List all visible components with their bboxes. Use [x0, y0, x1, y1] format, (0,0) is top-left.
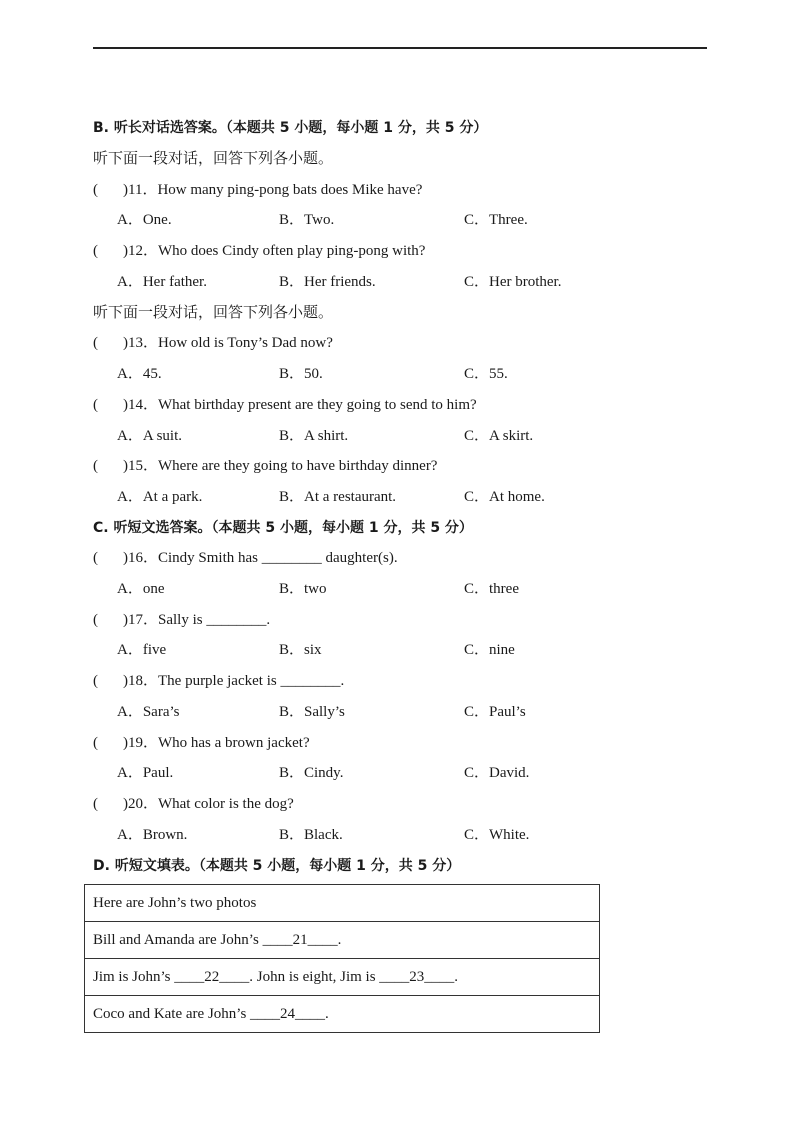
- option-b[interactable]: B．Her friends.: [279, 274, 376, 290]
- option-a[interactable]: A．A suit.: [117, 428, 183, 444]
- option-a[interactable]: A．One.: [117, 212, 172, 228]
- option-b[interactable]: B．Black.: [279, 827, 343, 843]
- option-b[interactable]: B．Sally’s: [279, 704, 345, 720]
- option-c[interactable]: C．three: [464, 581, 519, 597]
- answer-paren[interactable]: (: [93, 182, 98, 198]
- fill-in-table: [84, 884, 600, 1033]
- table-cell: [85, 959, 600, 996]
- option-a[interactable]: A．Sara’s: [117, 704, 180, 720]
- answer-paren[interactable]: (: [93, 735, 98, 751]
- option-c[interactable]: C．At home.: [464, 489, 545, 505]
- table-cell: [85, 996, 600, 1033]
- option-b[interactable]: B．Cindy.: [279, 765, 344, 781]
- question-12: [93, 241, 425, 261]
- question-text: )13．How old is Tony’s Dad now?: [123, 335, 333, 351]
- option-a[interactable]: A．Her father.: [117, 274, 207, 290]
- option-b[interactable]: B．Two.: [279, 212, 335, 228]
- blank-23[interactable]: ____23____: [379, 968, 455, 985]
- option-c[interactable]: C．Three.: [464, 212, 528, 228]
- question-20: [93, 794, 294, 814]
- top-rule: [93, 47, 707, 49]
- option-c[interactable]: C．55.: [464, 366, 508, 382]
- answer-paren[interactable]: (: [93, 550, 98, 566]
- cell-text: . John is eight, Jim is: [249, 968, 380, 985]
- section-d-title: D. 听短文填表。（本题共 5 小题，每小题 1 分，共 5 分）: [93, 858, 461, 874]
- option-c[interactable]: C．nine: [464, 642, 515, 658]
- blank-21[interactable]: ____21____: [262, 931, 338, 948]
- question-text: )16．Cindy Smith has ________ daughter(s).: [123, 550, 398, 566]
- question-text: )18．The purple jacket is ________.: [123, 673, 345, 689]
- option-a[interactable]: A．one: [117, 581, 165, 597]
- answer-paren[interactable]: (: [93, 458, 98, 474]
- cell-text: Jim is John’s: [93, 968, 175, 985]
- cell-text: Bill and Amanda are John’s: [93, 931, 263, 948]
- blank-24[interactable]: ____24____: [250, 1005, 326, 1022]
- table-row: [85, 996, 600, 1033]
- cell-text: .: [454, 968, 459, 985]
- question-text: )17．Sally is ________.: [123, 612, 271, 628]
- question-19: [93, 733, 310, 753]
- cell-text: .: [337, 931, 342, 948]
- option-a[interactable]: A．five: [117, 642, 167, 658]
- question-text: )11．How many ping-pong bats does Mike have?: [123, 182, 423, 198]
- answer-paren[interactable]: (: [93, 335, 98, 351]
- question-11: [93, 180, 422, 200]
- question-text: )15．Where are they going to have birthday dinner?: [123, 458, 438, 474]
- question-text: )19．Who has a brown jacket?: [123, 735, 310, 751]
- option-a[interactable]: A．Brown.: [117, 827, 188, 843]
- cell-text: .: [325, 1005, 329, 1022]
- answer-paren[interactable]: (: [93, 796, 98, 812]
- question-text: )14．What birthday present are they going to send to him?: [123, 397, 477, 413]
- option-a[interactable]: A．At a park.: [117, 489, 203, 505]
- question-text: )20．What color is the dog?: [123, 796, 294, 812]
- table-row: [85, 922, 600, 959]
- option-b[interactable]: B．At a restaurant.: [279, 489, 397, 505]
- section-b-instruction-1: 听下面一段对话，回答下列各小题。: [93, 151, 334, 167]
- option-c[interactable]: C．A skirt.: [464, 428, 534, 444]
- question-17: [93, 610, 270, 630]
- answer-paren[interactable]: (: [93, 612, 98, 628]
- section-c-title: C. 听短文选答案。（本题共 5 小题，每小题 1 分，共 5 分）: [93, 520, 473, 536]
- option-a[interactable]: A．45.: [117, 366, 162, 382]
- section-b-title: B. 听长对话选答案。（本题共 5 小题，每小题 1 分，共 5 分）: [93, 120, 488, 136]
- table-row: [85, 959, 600, 996]
- option-b[interactable]: B．two: [279, 581, 327, 597]
- question-14: [93, 395, 477, 415]
- option-c[interactable]: C．White.: [464, 827, 530, 843]
- option-c[interactable]: C．Paul’s: [464, 704, 526, 720]
- question-18: [93, 671, 344, 691]
- cell-text: Coco and Kate are John’s: [93, 1005, 251, 1022]
- option-a[interactable]: A．Paul.: [117, 765, 174, 781]
- table-cell: [85, 922, 600, 959]
- question-16: [93, 548, 398, 568]
- answer-paren[interactable]: (: [93, 397, 98, 413]
- option-c[interactable]: C．David.: [464, 765, 530, 781]
- table-row: [85, 885, 600, 922]
- table-cell: Here are John’s two photos: [85, 885, 600, 922]
- question-text: )12．Who does Cindy often play ping-pong with?: [123, 243, 426, 259]
- answer-paren[interactable]: (: [93, 673, 98, 689]
- option-b[interactable]: B．six: [279, 642, 322, 658]
- option-c[interactable]: C．Her brother.: [464, 274, 562, 290]
- question-13: [93, 333, 333, 353]
- option-b[interactable]: B．50.: [279, 366, 323, 382]
- section-b-instruction-2: 听下面一段对话，回答下列各小题。: [93, 305, 334, 321]
- blank-22[interactable]: ____22____: [174, 968, 250, 985]
- option-b[interactable]: B．A shirt.: [279, 428, 349, 444]
- answer-paren[interactable]: (: [93, 243, 98, 259]
- question-15: [93, 456, 437, 476]
